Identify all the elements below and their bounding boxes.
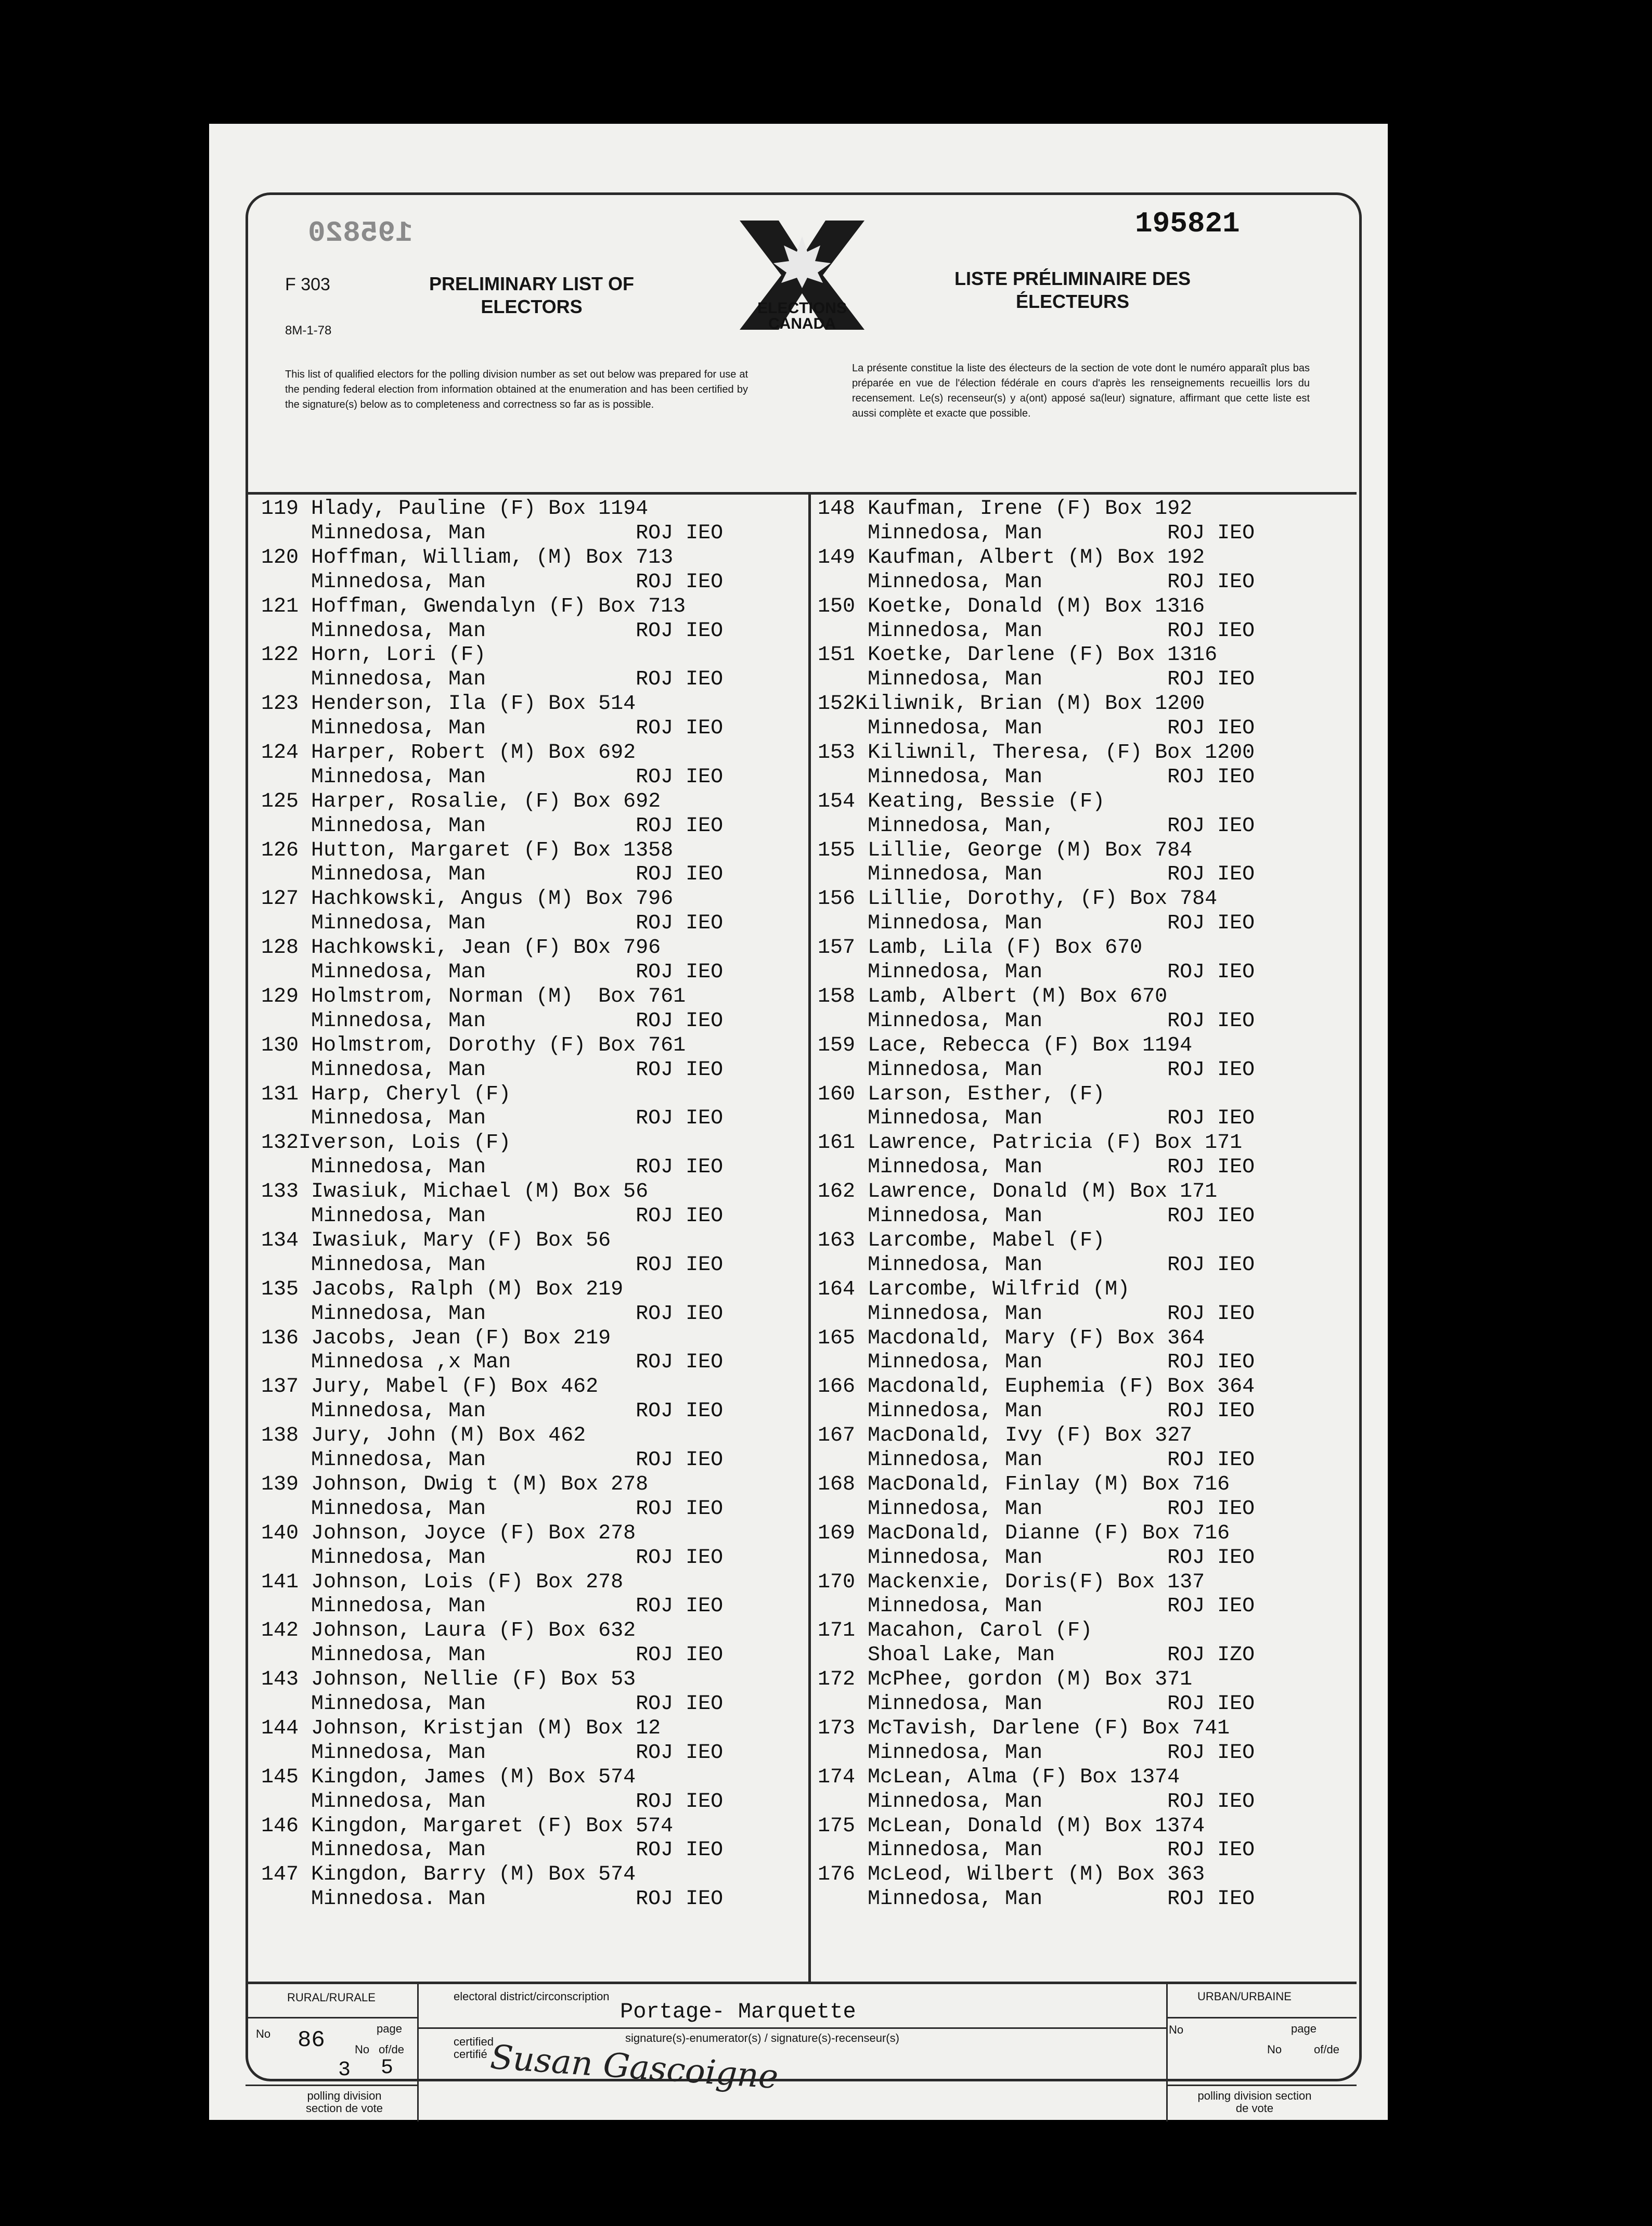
elector-name-line: 153 Kiliwnil, Theresa, (F) Box 1200 [818, 741, 1255, 765]
elector-address-line: Minnedosa, Man ROJ IEO [261, 1058, 724, 1082]
elector-entry [261, 1766, 802, 1815]
header-divider [246, 492, 1357, 495]
elector-name-line: 154 Keating, Bessie (F) [818, 790, 1105, 813]
elector-name-line: 120 Hoffman, William, (M) Box 713 [261, 546, 674, 570]
elector-name-line: 145 Kingdon, James (M) Box 574 [261, 1765, 636, 1789]
elector-entry [261, 839, 802, 888]
elector-address-line: Minnedosa, Man ROJ IEO [261, 912, 724, 936]
elector-name-line: 135 Jacobs, Ralph (M) Box 219 [261, 1277, 624, 1301]
elector-address-line: Minnedosa, Man ROJ IEO [818, 765, 1255, 789]
urban-polling-division-label: polling division section de vote [1197, 2089, 1312, 2115]
elector-name-line: 163 Larcombe, Mabel (F) [818, 1228, 1105, 1252]
elector-address-line: Minnedosa, Man ROJ IEO [261, 765, 724, 789]
polling-division-label: polling division section de vote [306, 2089, 383, 2115]
district-label: electoral district/circonscription [454, 1990, 610, 2003]
elector-entry [261, 790, 802, 839]
page-number: 3 [338, 2059, 351, 2082]
elector-entry [261, 1668, 802, 1717]
elector-name-line: 160 Larson, Esther, (F) [818, 1082, 1105, 1106]
elector-name-line: 173 McTavish, Darlene (F) Box 741 [818, 1716, 1230, 1740]
elector-entry [261, 741, 802, 790]
elector-entry [261, 1424, 802, 1473]
elector-name-line: 123 Henderson, Ila (F) Box 514 [261, 692, 636, 716]
elector-name-line: 132Iverson, Lois (F) [261, 1131, 511, 1155]
elector-entry [818, 1180, 1348, 1229]
elector-name-line: 155 Lillie, George (M) Box 784 [818, 838, 1193, 862]
division-no-label: No [256, 2027, 271, 2040]
serial-number: 195821 [1135, 207, 1240, 240]
elector-entry [261, 1473, 802, 1522]
elector-entry [261, 1229, 802, 1278]
elector-entry [818, 643, 1348, 692]
elector-address-line: Minnedosa, Man ROJ IEO [261, 1302, 724, 1326]
elector-entry [818, 1131, 1348, 1180]
document-page [209, 124, 1388, 2120]
elector-entry [261, 1717, 802, 1766]
elector-address-line: Minnedosa, Man ROJ IEO [261, 1400, 724, 1423]
elector-entry [261, 1522, 802, 1571]
elector-address-line: Minnedosa, Man ROJ IEO [261, 1448, 724, 1472]
elector-name-line: 142 Johnson, Laura (F) Box 632 [261, 1619, 636, 1643]
elector-address-line: Minnedosa, Man ROJ IEO [818, 1595, 1255, 1619]
elector-entry [261, 595, 802, 644]
elector-name-line: 176 McLeod, Wilbert (M) Box 363 [818, 1863, 1205, 1887]
elector-name-line: 133 Iwasiuk, Michael (M) Box 56 [261, 1180, 649, 1204]
elector-address-line: Minnedosa, Man ROJ IEO [261, 863, 724, 887]
elector-entry [818, 1278, 1348, 1327]
elector-name-line: 130 Holmstrom, Dorothy (F) Box 761 [261, 1033, 686, 1057]
elector-address-line: Minnedosa, Man, ROJ IEO [818, 814, 1255, 838]
elector-entry [818, 1766, 1348, 1815]
elector-address-line: Minnedosa, Man ROJ IEO [818, 1400, 1255, 1423]
elector-entry [261, 692, 802, 741]
elector-entry [261, 985, 802, 1034]
page-no-label: No [355, 2043, 370, 2056]
form-date: 8M-1-78 [285, 323, 332, 338]
elector-address-line: Minnedosa, Man ROJ IEO [818, 1448, 1255, 1472]
elector-name-line: 147 Kingdon, Barry (M) Box 574 [261, 1863, 636, 1887]
footer-rule [1166, 2085, 1357, 2086]
elector-name-line: 127 Hachkowski, Angus (M) Box 796 [261, 887, 674, 911]
elector-entry [818, 692, 1348, 741]
elector-name-line: 151 Koetke, Darlene (F) Box 1316 [818, 643, 1218, 667]
elector-entry [818, 936, 1348, 985]
elector-address-line: Minnedosa, Man ROJ IEO [261, 1107, 724, 1131]
elector-address-line: Minnedosa, Man ROJ IEO [818, 668, 1255, 692]
elector-address-line: Minnedosa, Man ROJ IEO [261, 619, 724, 643]
elector-address-line: Minnedosa, Man ROJ IEO [261, 1497, 724, 1521]
elector-address-line: Minnedosa, Man ROJ IEO [261, 1205, 724, 1228]
elector-address-line: Minnedosa, Man ROJ IEO [261, 1839, 724, 1862]
elector-entry [261, 497, 802, 546]
footer-rule [246, 2085, 417, 2086]
elector-name-line: 136 Jacobs, Jean (F) Box 219 [261, 1326, 611, 1350]
footer-rule [417, 2027, 1166, 2029]
elector-address-line: Minnedosa, Man ROJ IEO [818, 912, 1255, 936]
elector-list-left [261, 497, 802, 1912]
elector-address-line: Minnedosa, Man ROJ IEO [818, 717, 1255, 741]
elector-address-line: Minnedosa, Man ROJ IEO [818, 1790, 1255, 1814]
elector-address-line: Minnedosa, Man ROJ IEO [261, 1595, 724, 1619]
page-label: page [377, 2022, 402, 2035]
elector-address-line: Minnedosa, Man ROJ IEO [261, 668, 724, 692]
elector-name-line: 164 Larcombe, Wilfrid (M) [818, 1277, 1130, 1301]
elector-address-line: Minnedosa, Man ROJ IEO [818, 1839, 1255, 1862]
intro-text-english: This list of qualified electors for the polling division number as set out below was prepared for use at the pending federal election from information obtained at the enumeration and has been certified by the signature(s) below as to completeness and correctness so far as is possible. [285, 369, 748, 410]
signature-label: signature(s)-enumerator(s) / signature(s)-recenseur(s) [625, 2031, 899, 2044]
elector-list-right [818, 497, 1348, 1912]
elector-name-line: 159 Lace, Rebecca (F) Box 1194 [818, 1033, 1193, 1057]
elector-address-line: Minnedosa, Man ROJ IEO [261, 1009, 724, 1033]
elector-entry [818, 1522, 1348, 1571]
elector-name-line: 152Kiliwnik, Brian (M) Box 1200 [818, 692, 1205, 716]
logo-text: ELECTIONS CANADA [757, 300, 847, 332]
elector-name-line: 119 Hlady, Pauline (F) Box 1194 [261, 497, 649, 521]
elector-address-line: Minnedosa, Man ROJ IEO [818, 1351, 1255, 1375]
footer-divider [246, 1982, 1357, 1984]
elector-name-line: 171 Macahon, Carol (F) [818, 1619, 1093, 1643]
elector-entry [261, 1327, 802, 1376]
elector-address-line: Minnedosa, Man ROJ IEO [261, 1156, 724, 1180]
elector-entry [818, 1815, 1348, 1863]
elector-address-line: Minnedosa, Man ROJ IEO [261, 521, 724, 545]
elector-address-line: Minnedosa, Man ROJ IEO [818, 1205, 1255, 1228]
division-number: 86 [298, 2027, 325, 2053]
elector-entry [818, 497, 1348, 546]
elector-entry [818, 1229, 1348, 1278]
intro-text-french: La présente constitue la liste des électeurs de la section de vote dont le numéro apparaît plus bas préparée en vue de l'élection fédérale en cours d'après les renseignements recueillis lors du recensement. Le(s) recenseur(s) y a(ont) apposé sa(leur) signature, affirmant que cette liste est aussi complète et exacte que possible. [852, 363, 1310, 419]
elector-name-line: 175 McLean, Donald (M) Box 1374 [818, 1814, 1205, 1838]
elector-address-line: Minnedosa, Man ROJ IEO [818, 961, 1255, 985]
urban-of-label: of/de [1314, 2043, 1339, 2056]
enumerator-signature: Susan Gascoigne [489, 2038, 780, 2097]
elector-address-line: Minnedosa, Man ROJ IEO [261, 814, 724, 838]
elector-name-line: 121 Hoffman, Gwendalyn (F) Box 713 [261, 594, 686, 618]
elector-entry [818, 595, 1348, 644]
elector-name-line: 140 Johnson, Joyce (F) Box 278 [261, 1521, 636, 1545]
elector-entry [818, 839, 1348, 888]
elector-entry [261, 1375, 802, 1424]
elector-entry [261, 546, 802, 595]
elector-name-line: 168 MacDonald, Finlay (M) Box 716 [818, 1472, 1230, 1496]
urban-no-label: No [1169, 2023, 1184, 2036]
elector-address-line: Minnedosa, Man ROJ IEO [818, 1107, 1255, 1131]
elector-entry [261, 1815, 802, 1863]
elector-entry [818, 546, 1348, 595]
elector-address-line: Minnedosa, Man ROJ IEO [261, 570, 724, 594]
elector-address-line: Minnedosa, Man ROJ IEO [818, 1692, 1255, 1716]
elector-name-line: 146 Kingdon, Margaret (F) Box 574 [261, 1814, 674, 1838]
elector-address-line: Minnedosa, Man ROJ IEO [818, 1302, 1255, 1326]
elector-name-line: 174 McLean, Alma (F) Box 1374 [818, 1765, 1180, 1789]
elector-name-line: 172 McPhee, gordon (M) Box 371 [818, 1668, 1193, 1692]
certified-label: certified certifié [454, 2035, 494, 2061]
title-french: LISTE PRÉLIMINAIRE DES ÉLECTEURS [954, 268, 1191, 312]
elector-name-line: 149 Kaufman, Albert (M) Box 192 [818, 546, 1205, 570]
elector-entry [261, 1034, 802, 1083]
elector-entry [818, 1571, 1348, 1620]
elector-name-line: 126 Hutton, Margaret (F) Box 1358 [261, 838, 674, 862]
urban-page-no-label: No [1267, 2043, 1282, 2056]
elector-entry [261, 1083, 802, 1132]
elector-entry [818, 1327, 1348, 1376]
elector-address-line: Shoal Lake, Man ROJ IZO [818, 1643, 1255, 1667]
footer-rule [1166, 2017, 1357, 2018]
elector-address-line: Minnedosa, Man ROJ IEO [261, 1546, 724, 1570]
elector-name-line: 131 Harp, Cheryl (F) [261, 1082, 511, 1106]
column-divider [808, 495, 811, 1982]
elector-address-line: Minnedosa, Man ROJ IEO [261, 1253, 724, 1277]
elector-address-line: Minnedosa. Man ROJ IEO [261, 1887, 724, 1911]
elector-entry [818, 1375, 1348, 1424]
elector-name-line: 148 Kaufman, Irene (F) Box 192 [818, 497, 1193, 521]
elector-name-line: 167 MacDonald, Ivy (F) Box 327 [818, 1424, 1193, 1448]
elector-address-line: Minnedosa, Man ROJ IEO [261, 961, 724, 985]
elector-address-line: Minnedosa, Man ROJ IEO [818, 1546, 1255, 1570]
elector-entry [818, 985, 1348, 1034]
elector-entry [261, 1180, 802, 1229]
elector-address-line: Minnedosa, Man ROJ IEO [818, 1253, 1255, 1277]
elector-address-line: Minnedosa, Man ROJ IEO [818, 1741, 1255, 1765]
elector-entry [818, 1717, 1348, 1766]
elector-name-line: 161 Lawrence, Patricia (F) Box 171 [818, 1131, 1243, 1155]
elector-entry [818, 1034, 1348, 1083]
elector-entry [818, 1424, 1348, 1473]
elector-entry [818, 1473, 1348, 1522]
elector-entry [818, 1863, 1348, 1912]
elector-address-line: Minnedosa, Man ROJ IEO [818, 863, 1255, 887]
elector-entry [261, 936, 802, 985]
elector-address-line: Minnedosa, Man ROJ IEO [818, 521, 1255, 545]
elector-address-line: Minnedosa ,x Man ROJ IEO [261, 1351, 724, 1375]
footer-rule [417, 1984, 419, 2121]
elector-name-line: 125 Harper, Rosalie, (F) Box 692 [261, 790, 661, 813]
elector-address-line: Minnedosa, Man ROJ IEO [818, 1497, 1255, 1521]
footer-rule [246, 2017, 417, 2018]
elector-name-line: 157 Lamb, Lila (F) Box 670 [818, 936, 1143, 960]
elector-name-line: 138 Jury, John (M) Box 462 [261, 1424, 586, 1448]
elector-name-line: 156 Lillie, Dorothy, (F) Box 784 [818, 887, 1218, 911]
elector-name-line: 165 Macdonald, Mary (F) Box 364 [818, 1326, 1205, 1350]
elector-entry [818, 741, 1348, 790]
elector-name-line: 169 MacDonald, Dianne (F) Box 716 [818, 1521, 1230, 1545]
elector-name-line: 122 Horn, Lori (F) [261, 643, 486, 667]
footer-rule [1166, 1984, 1168, 2121]
elector-address-line: Minnedosa, Man ROJ IEO [261, 1692, 724, 1716]
urban-page-label: page [1291, 2022, 1317, 2035]
elector-address-line: Minnedosa, Man ROJ IEO [818, 1156, 1255, 1180]
urban-label: URBAN/URBAINE [1197, 1990, 1292, 2003]
elector-name-line: 144 Johnson, Kristjan (M) Box 12 [261, 1716, 661, 1740]
elector-name-line: 137 Jury, Mabel (F) Box 462 [261, 1375, 599, 1399]
of-label: of/de [379, 2043, 404, 2056]
elector-name-line: 150 Koetke, Donald (M) Box 1316 [818, 594, 1205, 618]
elector-entry [818, 1083, 1348, 1132]
elector-name-line: 124 Harper, Robert (M) Box 692 [261, 741, 636, 765]
elector-address-line: Minnedosa, Man ROJ IEO [818, 619, 1255, 643]
elector-address-line: Minnedosa, Man ROJ IEO [261, 1741, 724, 1765]
elector-entry [261, 1571, 802, 1620]
elector-entry [261, 643, 802, 692]
elector-address-line: Minnedosa, Man ROJ IEO [818, 1009, 1255, 1033]
elector-entry [818, 1619, 1348, 1668]
elector-entry [261, 1619, 802, 1668]
district-value: Portage- Marquette [620, 1999, 856, 2024]
elector-address-line: Minnedosa, Man ROJ IEO [261, 1643, 724, 1667]
rural-label: RURAL/RURALE [287, 1991, 376, 2004]
elector-entry [261, 1278, 802, 1327]
elector-name-line: 166 Macdonald, Euphemia (F) Box 364 [818, 1375, 1255, 1399]
elector-name-line: 158 Lamb, Albert (M) Box 670 [818, 985, 1168, 1008]
elector-entry [818, 887, 1348, 936]
elector-entry [818, 790, 1348, 839]
title-english: PRELIMINARY LIST OF ELECTORS [429, 273, 634, 317]
elector-name-line: 129 Holmstrom, Norman (M) Box 761 [261, 985, 686, 1008]
elector-address-line: Minnedosa, Man ROJ IEO [261, 717, 724, 741]
elector-address-line: Minnedosa, Man ROJ IEO [818, 1058, 1255, 1082]
elector-name-line: 139 Johnson, Dwig t (M) Box 278 [261, 1472, 649, 1496]
elector-address-line: Minnedosa, Man ROJ IEO [818, 570, 1255, 594]
elector-name-line: 128 Hachkowski, Jean (F) BOx 796 [261, 936, 661, 960]
elector-name-line: 141 Johnson, Lois (F) Box 278 [261, 1570, 624, 1594]
elector-entry [261, 887, 802, 936]
form-number: F 303 [285, 275, 330, 294]
serial-number-mirrored: 195820 [308, 216, 413, 250]
elector-address-line: Minnedosa, Man ROJ IEO [818, 1887, 1255, 1911]
elector-name-line: 170 Mackenxie, Doris(F) Box 137 [818, 1570, 1205, 1594]
elector-name-line: 143 Johnson, Nellie (F) Box 53 [261, 1668, 636, 1692]
elector-entry [261, 1131, 802, 1180]
elector-address-line: Minnedosa, Man ROJ IEO [261, 1790, 724, 1814]
elector-name-line: 162 Lawrence, Donald (M) Box 171 [818, 1180, 1218, 1204]
elector-entry [818, 1668, 1348, 1717]
elector-name-line: 134 Iwasiuk, Mary (F) Box 56 [261, 1228, 611, 1252]
elector-entry [261, 1863, 802, 1912]
page-total: 5 [381, 2056, 394, 2080]
